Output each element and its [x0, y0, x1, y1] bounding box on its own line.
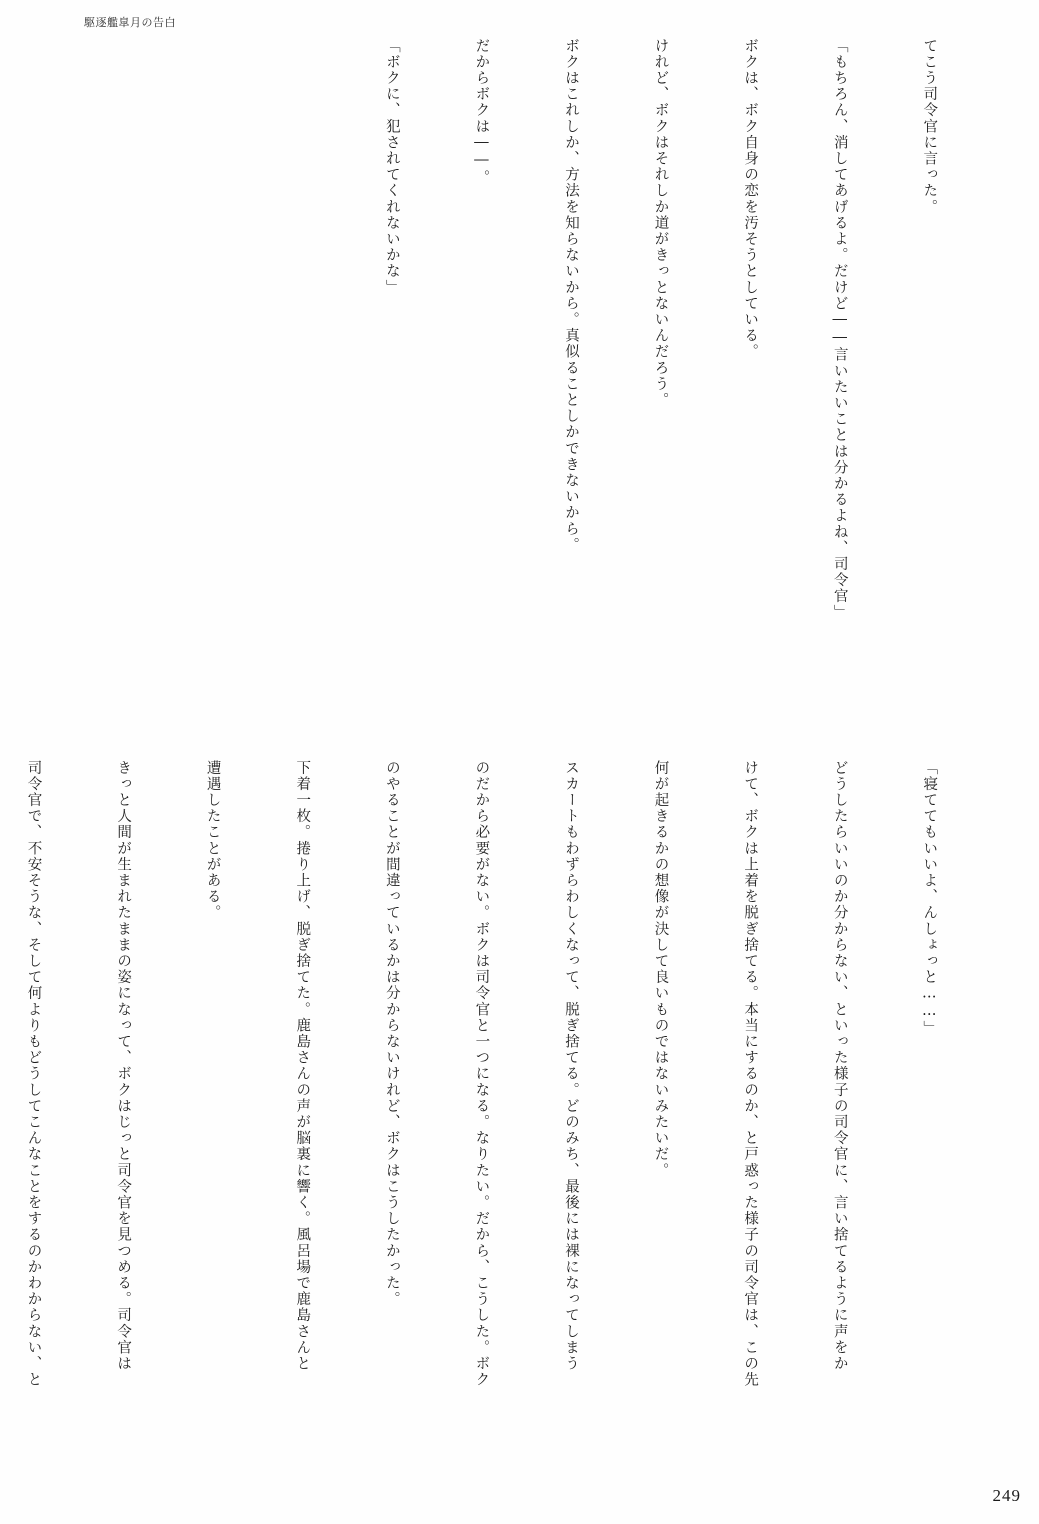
text-line: どうしたらいいのか分からない、といった様子の司令官に、言い捨てるように声をか [831, 760, 848, 1372]
running-header: 駆逐艦皐月の告白 [84, 17, 176, 29]
text-line: 何が起きるかの想像が決して良いものではないみたいだ。 [652, 760, 669, 1179]
text-line: てこう司令官に言った。 [921, 38, 938, 216]
text-line: のやることが間違っているかは分からないけれど、ボクはこうしたかった。 [383, 760, 400, 1308]
text-line: 司令官で、不安そうな、そして何よりもどうしてこんなことをするのかわからない、と [25, 760, 42, 1388]
lower-text-block [0, 760, 1003, 1480]
text-line: ボクはこれしか、方法を知らないから。真似ることしかできないから。 [562, 38, 579, 554]
text-line: 遭遇したことがある。 [204, 760, 221, 921]
text-line: ボクは、ボク自身の恋を汚そうとしている。 [742, 38, 759, 360]
page-number: 249 [992, 1486, 1021, 1505]
text-line: 「寝ててもいいよ、んしょっと……」 [921, 760, 938, 1037]
text-line: きっと人間が生まれたままの姿になって、ボクはじっと司令官を見つめる。司令官は [115, 760, 132, 1372]
text-line: のだから必要がない。ボクは司令官と一つになる。なりたい。だから、こうした。ボク [473, 760, 490, 1388]
text-line: 「もちろん、消してあげるよ。だけど――言いたいことは分かるよね、司令官」 [831, 38, 848, 621]
text-line: だからボクは――。 [473, 38, 490, 186]
upper-text-block [316, 38, 1003, 638]
text-line: けて、ボクは上着を脱ぎ捨てる。本当にするのか、と戸惑った様子の司令官は、この先 [742, 760, 759, 1388]
text-line: 下着一枚。捲り上げ、脱ぎ捨てた。鹿島さんの声が脳裏に響く。風呂場で鹿島さんと [294, 760, 311, 1372]
text-line: けれど、ボクはそれしか道がきっとないんだろう。 [652, 38, 669, 409]
text-line: 「ボクに、犯されてくれないかな」 [383, 38, 400, 296]
text-line: スカートもわずらわしくなって、脱ぎ捨てる。どのみち、最後には裸になってしまう [562, 760, 579, 1372]
